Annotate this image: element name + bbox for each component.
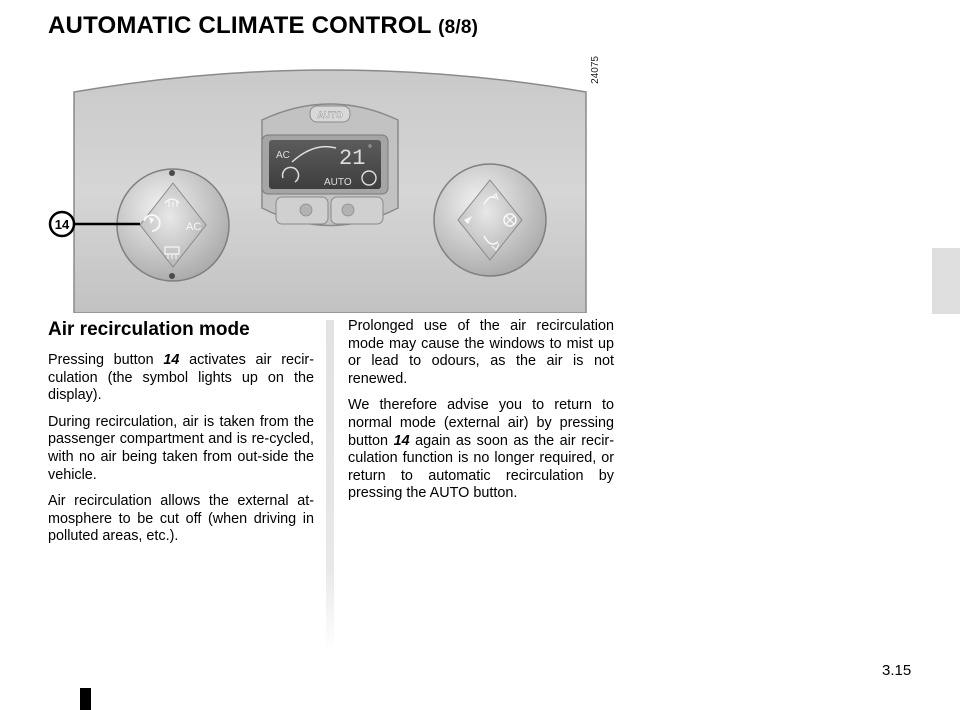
knob-top-marker-icon [169,170,175,176]
display-auto-mode: AUTO [324,177,352,188]
right-control-knob [434,164,546,276]
page-title-text: AUTOMATIC CLIMATE CONTROL [48,12,432,39]
knob-bottom-marker-icon [169,273,175,279]
auto-button-label: AUTO [317,110,343,120]
climate-panel-svg [48,58,612,313]
button-reference: 14 [163,352,180,368]
button-reference: 14 [393,432,410,449]
paragraph-pressing-button [48,352,314,405]
paragraph-external-atmosphere: Air recirculation allows the external at-mosphere to be cut off (when driving in polluted areas, etc.). [48,493,314,545]
column-divider [326,320,334,650]
left-column [48,318,314,555]
temp-up-button[interactable] [331,197,383,224]
temp-down-dot-icon [300,204,312,216]
section-tab [932,248,960,314]
paragraph-during-recirculation: During recirculation, air is taken from the passenger compartment and is re-cycled, with no air being taken from out-side the vehicle. [48,413,314,483]
display-ac-indicator: AC [276,150,290,161]
paragraph-prolonged-use: Prolonged use of the air recirculation mode may cause the windows to mist up or lead to odours, as the air is not renewed. [348,318,614,387]
temp-up-dot-icon [342,204,354,216]
figure-code: 24075 [590,56,601,84]
text-run: Pressing button [48,352,164,368]
display-degree: ° [368,144,372,155]
paragraph-advice [348,397,614,503]
text-run: activates air recir-culation (the symbol lights up on the display). [48,352,314,404]
page-number: 3.15 [882,662,912,679]
right-column [348,318,614,512]
page-title [48,12,478,40]
callout-number: 14 [54,217,70,232]
page-title-part: (8/8) [438,17,479,38]
center-control-unit [262,104,398,226]
ac-button-label: AC [186,221,202,233]
climate-panel-illustration [48,58,612,313]
text-run: again as soon as the air recir-culation function is no longer required, or return to automatic recirculation by pressing the AUTO button. [348,432,614,502]
section-heading: Air recirculation mode [48,319,250,340]
display-temperature: 21 [339,146,366,171]
text-run: We therefore advise you to return to normal mode (external air) by pressing button [348,397,614,449]
corner-mark [80,688,91,710]
